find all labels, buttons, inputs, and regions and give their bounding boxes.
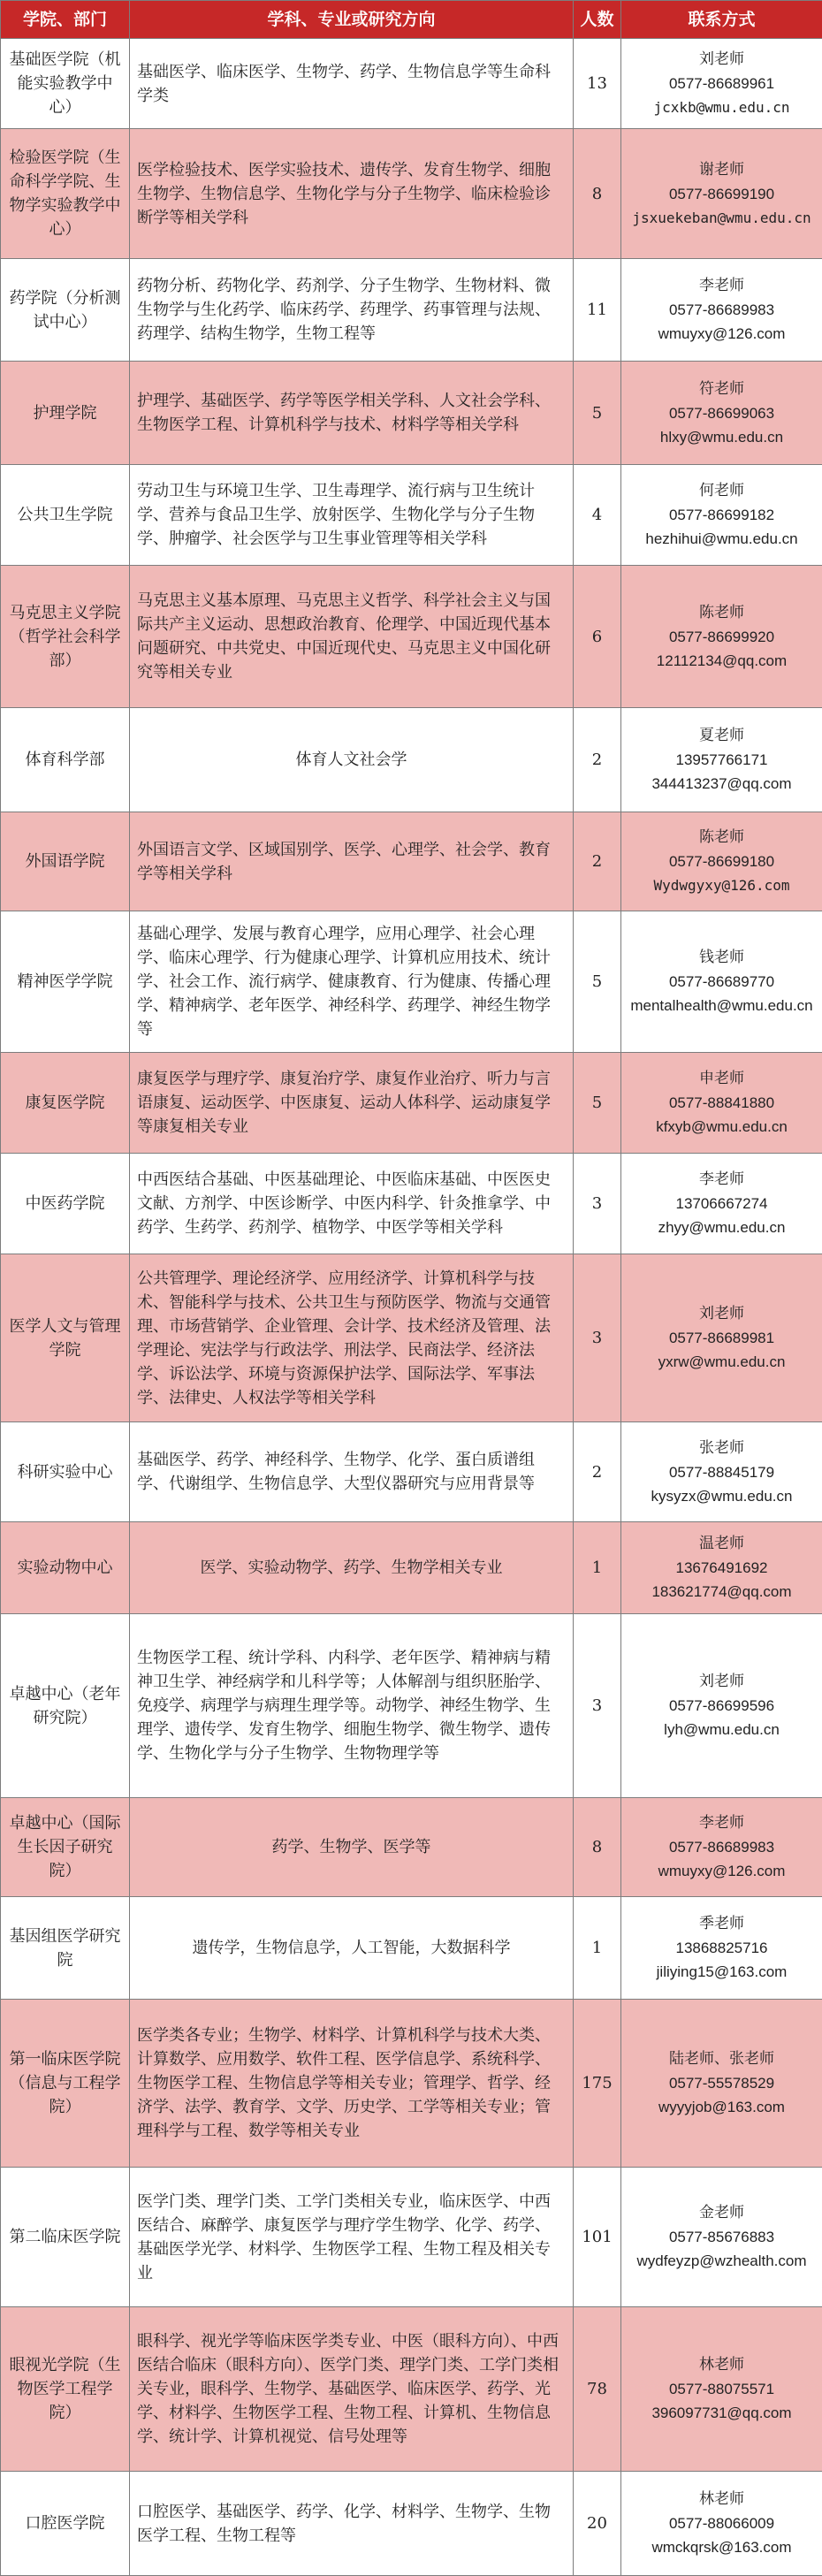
- contact-name: 张老师: [699, 1438, 744, 1457]
- subject-cell: 劳动卫生与环境卫生学、卫生毒理学、流行病与卫生统计学、营养与食品卫生学、放射医学、生物化学与分子生物学、肿瘤学、社会医学与卫生事业管理等相关学科: [130, 465, 574, 566]
- contact-email[interactable]: hezhihui@wmu.edu.cn: [645, 530, 798, 547]
- contact-phone: 0577-86689770: [668, 973, 775, 990]
- header-row: [1, 1, 822, 39]
- contact-cell: [621, 259, 822, 362]
- contact-phone: 0577-86699596: [668, 1697, 775, 1714]
- contact-email[interactable]: 396097731@qq.com: [651, 2405, 792, 2421]
- count-cell: 8: [574, 1798, 621, 1897]
- count-cell: 1: [574, 1897, 621, 2000]
- contact-name: 符老师: [699, 379, 744, 398]
- contact-phone: 0577-86699182: [668, 507, 775, 523]
- contact-phone: 0577-86689983: [668, 301, 775, 318]
- contact-email[interactable]: jcxkb@wmu.edu.cn: [653, 99, 790, 116]
- count-cell: 20: [574, 2472, 621, 2576]
- subject-cell: 医学、实验动物学、药学、生物学相关专业: [130, 1522, 574, 1614]
- subject-cell: 康复医学与理疗学、康复治疗学、康复作业治疗、听力与言语康复、运动医学、中医康复、运动人体科学、运动康复学等康复相关专业: [130, 1053, 574, 1154]
- header-count: 人数: [574, 1, 621, 39]
- contact-cell: [621, 1053, 822, 1154]
- contact-phone: 0577-88841880: [668, 1094, 775, 1111]
- contact-cell: [621, 1254, 822, 1422]
- department-cell: 第一临床医学院（信息与工程学院）: [1, 2000, 130, 2168]
- contact-email[interactable]: 344413237@qq.com: [651, 775, 792, 792]
- contact-cell: [621, 1522, 822, 1614]
- count-cell: 175: [574, 2000, 621, 2168]
- contact-name: 李老师: [699, 277, 744, 294]
- table-row: [1, 1053, 822, 1154]
- table-row: [1, 259, 822, 362]
- contact-email[interactable]: jsxuekeban@wmu.edu.cn: [632, 209, 811, 226]
- contact-cell: [621, 2000, 822, 2168]
- table-row: [1, 1154, 822, 1254]
- contact-email[interactable]: Wydwgyxy@126.com: [653, 877, 790, 894]
- count-cell: 78: [574, 2307, 621, 2472]
- contact-phone: 0577-55578529: [668, 2075, 775, 2092]
- table-row: [1, 1254, 822, 1422]
- contact-name: 钱老师: [699, 949, 744, 966]
- contact-email[interactable]: wyyyjob@163.com: [658, 2099, 785, 2115]
- table-row: [1, 708, 822, 812]
- header-subject: 学科、专业或研究方向: [130, 1, 574, 39]
- count-cell: 2: [574, 1422, 621, 1522]
- contact-cell: [621, 566, 822, 708]
- table-row: [1, 2307, 822, 2472]
- contact-email[interactable]: jiliying15@163.com: [656, 1963, 788, 1980]
- contact-name: 陈老师: [699, 603, 744, 621]
- contact-name: 温老师: [699, 1535, 744, 1552]
- contact-name: 谢老师: [699, 160, 744, 179]
- department-cell: 体育科学部: [1, 708, 130, 812]
- contact-name: 林老师: [699, 2356, 744, 2374]
- subject-cell: 药学、生物学、医学等: [130, 1798, 574, 1897]
- contact-cell: [621, 1798, 822, 1897]
- department-cell: 检验医学院（生命科学学院、生物学实验教学中心）: [1, 129, 130, 259]
- contact-email[interactable]: mentalhealth@wmu.edu.cn: [630, 997, 813, 1014]
- contact-cell: [621, 1422, 822, 1522]
- contact-phone: 13868825716: [675, 1940, 768, 1956]
- contact-cell: [621, 2307, 822, 2472]
- department-cell: 基础医学院（机能实验教学中心）: [1, 39, 130, 129]
- department-cell: 精神医学学院: [1, 911, 130, 1053]
- count-cell: 8: [574, 129, 621, 259]
- contact-phone: 13706667274: [675, 1195, 768, 1212]
- table-row: [1, 2000, 822, 2168]
- contact-cell: [621, 129, 822, 259]
- contact-name: 申老师: [699, 1070, 744, 1087]
- count-cell: 3: [574, 1614, 621, 1798]
- count-cell: 101: [574, 2168, 621, 2307]
- department-cell: 外国语学院: [1, 812, 130, 911]
- contact-phone: 0577-86699180: [668, 853, 775, 870]
- contact-cell: [621, 39, 822, 129]
- contact-email[interactable]: 183621774@qq.com: [651, 1583, 792, 1600]
- contact-email[interactable]: lyh@wmu.edu.cn: [664, 1721, 780, 1738]
- contact-name: 刘老师: [699, 1673, 744, 1690]
- contact-name: 林老师: [699, 2490, 744, 2508]
- contact-email[interactable]: wmuyxy@126.com: [658, 325, 786, 342]
- subject-cell: 眼科学、视光学等临床医学类专业、中医（眼科方向）、中西医结合临床（眼科方向）、医学门类、理学门类、工学门类相关专业，眼科学、生物学、基础医学、临床医学、药学、光学、材料学、生物医学工程、生物工程、计算机、生物信息学、统计学、计算机视觉、信号处理等: [130, 2307, 574, 2472]
- subject-cell: 生物医学工程、统计学科、内科学、老年医学、精神病与精神卫生学、神经病学和儿科学等；人体解剖与组织胚胎学、免疫学、病理学与病理生理学等。动物学、神经生物学、生理学、遗传学、发育生物学、细胞生物学、微生物学、遗传学、生物化学与分子生物学、生物物理学等: [130, 1614, 574, 1798]
- department-cell: 眼视光学院（生物医学工程学院）: [1, 2307, 130, 2472]
- contact-cell: [621, 708, 822, 812]
- contact-phone: 0577-88075571: [668, 2381, 775, 2397]
- count-cell: 3: [574, 1254, 621, 1422]
- department-cell: 卓越中心（老年研究院）: [1, 1614, 130, 1798]
- count-cell: 5: [574, 911, 621, 1053]
- subject-cell: 遗传学，生物信息学，人工智能，大数据科学: [130, 1897, 574, 2000]
- contact-name: 季老师: [699, 1915, 744, 1932]
- table-row: [1, 465, 822, 566]
- count-cell: 5: [574, 362, 621, 465]
- count-cell: 13: [574, 39, 621, 129]
- subject-cell: 药物分析、药物化学、药剂学、分子生物学、生物材料、微生物学与生化药学、临床药学、药理学、药事管理与法规、药理学、结构生物学，生物工程等: [130, 259, 574, 362]
- subject-cell: 基础医学、药学、神经科学、生物学、化学、蛋白质谱组学、代谢组学、生物信息学、大型仪器研究与应用背景等: [130, 1422, 574, 1522]
- header-contact: 联系方式: [621, 1, 822, 39]
- contact-email[interactable]: wydfeyzp@wzhealth.com: [636, 2252, 807, 2269]
- contact-cell: [621, 362, 822, 465]
- subject-cell: 体育人文社会学: [130, 708, 574, 812]
- contact-phone: 0577-86699063: [668, 404, 775, 422]
- contact-name: 金老师: [699, 2204, 744, 2222]
- header-department: 学院、部门: [1, 1, 130, 39]
- subject-cell: 护理学、基础医学、药学等医学相关学科、人文社会学科、生物医学工程、计算机科学与技术、材料学等相关学科: [130, 362, 574, 465]
- subject-cell: 口腔医学、基础医学、药学、化学、材料学、生物学、生物医学工程、生物工程等: [130, 2472, 574, 2576]
- subject-cell: 医学门类、理学门类、工学门类相关专业，临床医学、中西医结合、麻醉学、康复医学与理疗学生物学、化学、药学、基础医学光学、材料学、生物医学工程、生物工程及相关专业: [130, 2168, 574, 2307]
- contact-phone: 0577-85676883: [668, 2229, 775, 2245]
- contact-phone: 13957766171: [675, 751, 768, 768]
- contact-cell: [621, 1154, 822, 1254]
- contact-phone: 0577-86699190: [668, 185, 775, 202]
- subject-cell: 外国语言文学、区域国别学、医学、心理学、社会学、教育学等相关学科: [130, 812, 574, 911]
- table-row: [1, 2472, 822, 2576]
- count-cell: 5: [574, 1053, 621, 1154]
- count-cell: 2: [574, 708, 621, 812]
- subject-cell: 中西医结合基础、中医基础理论、中医临床基础、中医医史文献、方剂学、中医诊断学、中医内科学、针灸推拿学、中药学、生药学、药剂学、植物学、中医学等相关学科: [130, 1154, 574, 1254]
- table-row: [1, 1798, 822, 1897]
- department-cell: 口腔医学院: [1, 2472, 130, 2576]
- contact-name: 何老师: [699, 482, 744, 499]
- table-row: [1, 1422, 822, 1522]
- contact-phone: 0577-86689961: [668, 75, 775, 92]
- count-cell: 6: [574, 566, 621, 708]
- department-cell: 科研实验中心: [1, 1422, 130, 1522]
- subject-cell: 公共管理学、理论经济学、应用经济学、计算机科学与技术、智能科学与技术、公共卫生与预防医学、物流与交通管理、市场营销学、企业管理、会计学、技术经济及管理、法学理论、宪法学与行政法学、刑法学、民商法学、经济法学、诉讼法学、环境与资源保护法学、国际法学、军事法学、法律史、人权法学等相关学科: [130, 1254, 574, 1422]
- department-cell: 中医药学院: [1, 1154, 130, 1254]
- contact-phone: 0577-88066009: [668, 2515, 775, 2532]
- count-cell: 2: [574, 812, 621, 911]
- contact-name: 陆老师、张老师: [669, 2050, 774, 2068]
- contact-cell: [621, 1897, 822, 2000]
- department-cell: 马克思主义学院（哲学社会科学部）: [1, 566, 130, 708]
- subject-cell: 医学检验技术、医学实验技术、遗传学、发育生物学、细胞生物学、生物信息学、生物化学与分子生物学、临床检验诊断学等相关学科: [130, 129, 574, 259]
- table-row: [1, 1522, 822, 1614]
- contact-cell: [621, 2168, 822, 2307]
- table-row: [1, 911, 822, 1053]
- table-row: [1, 39, 822, 129]
- contact-name: 陈老师: [699, 828, 744, 846]
- contact-email[interactable]: wmuyxy@126.com: [658, 1863, 786, 1879]
- contact-name: 刘老师: [699, 1305, 744, 1322]
- department-cell: 药学院（分析测试中心）: [1, 259, 130, 362]
- contact-email[interactable]: zhyy@wmu.edu.cn: [658, 1219, 786, 1236]
- contact-phone: 0577-86689981: [668, 1330, 775, 1346]
- count-cell: 1: [574, 1522, 621, 1614]
- table-row: [1, 1897, 822, 2000]
- contact-email[interactable]: 12112134@qq.com: [656, 652, 788, 669]
- department-cell: 实验动物中心: [1, 1522, 130, 1614]
- subject-cell: 基础心理学、发展与教育心理学，应用心理学、社会心理学、临床心理学、行为健康心理学、计算机应用技术、统计学、社会工作、流行病学、健康教育、行为健康、传播心理学、精神病学、老年医学、神经科学、药理学、神经生物学等: [130, 911, 574, 1053]
- table-row: [1, 566, 822, 708]
- table-row: [1, 2168, 822, 2307]
- contact-name: 李老师: [699, 1814, 744, 1832]
- contact-cell: [621, 465, 822, 566]
- table-row: [1, 812, 822, 911]
- contact-email[interactable]: hlxy@wmu.edu.cn: [659, 428, 784, 446]
- department-cell: 卓越中心（国际生长因子研究院）: [1, 1798, 130, 1897]
- subject-cell: 医学类各专业；生物学、材料学、计算机科学与技术大类、计算数学、应用数学、软件工程、医学信息学、系统科学、生物医学工程、生物信息学等相关专业；管理学、哲学、经济学、法学、教育学、文学、历史学、工学等相关专业；管理科学与工程、数学等相关专业: [130, 2000, 574, 2168]
- department-cell: 第二临床医学院: [1, 2168, 130, 2307]
- contact-phone: 13676491692: [675, 1559, 768, 1576]
- subject-cell: 基础医学、临床医学、生物学、药学、生物信息学等生命科学类: [130, 39, 574, 129]
- contact-email[interactable]: wmckqrsk@163.com: [651, 2539, 792, 2556]
- contact-phone: 0577-86699920: [668, 628, 775, 645]
- count-cell: 11: [574, 259, 621, 362]
- contact-phone: 0577-86689983: [668, 1839, 775, 1856]
- department-cell: 医学人文与管理学院: [1, 1254, 130, 1422]
- contact-email[interactable]: kysyzx@wmu.edu.cn: [651, 1487, 793, 1505]
- department-cell: 护理学院: [1, 362, 130, 465]
- contact-phone: 0577-88845179: [668, 1463, 775, 1481]
- department-cell: 基因组医学研究院: [1, 1897, 130, 2000]
- contact-name: 李老师: [699, 1170, 744, 1188]
- contact-name: 夏老师: [699, 727, 744, 744]
- department-cell: 康复医学院: [1, 1053, 130, 1154]
- contact-email[interactable]: yxrw@wmu.edu.cn: [658, 1353, 786, 1370]
- contact-cell: [621, 812, 822, 911]
- department-cell: 公共卫生学院: [1, 465, 130, 566]
- contact-cell: [621, 2472, 822, 2576]
- contact-cell: [621, 911, 822, 1053]
- contact-name: 刘老师: [699, 50, 744, 68]
- contact-cell: [621, 1614, 822, 1798]
- contact-email[interactable]: kfxyb@wmu.edu.cn: [656, 1118, 788, 1135]
- table-row: [1, 1614, 822, 1798]
- table-row: [1, 129, 822, 259]
- count-cell: 3: [574, 1154, 621, 1254]
- table-row: [1, 362, 822, 465]
- subject-cell: 马克思主义基本原理、马克思主义哲学、科学社会主义与国际共产主义运动、思想政治教育、伦理学、中国近现代基本问题研究、中共党史、中国近现代史、马克思主义中国化研究等相关专业: [130, 566, 574, 708]
- count-cell: 4: [574, 465, 621, 566]
